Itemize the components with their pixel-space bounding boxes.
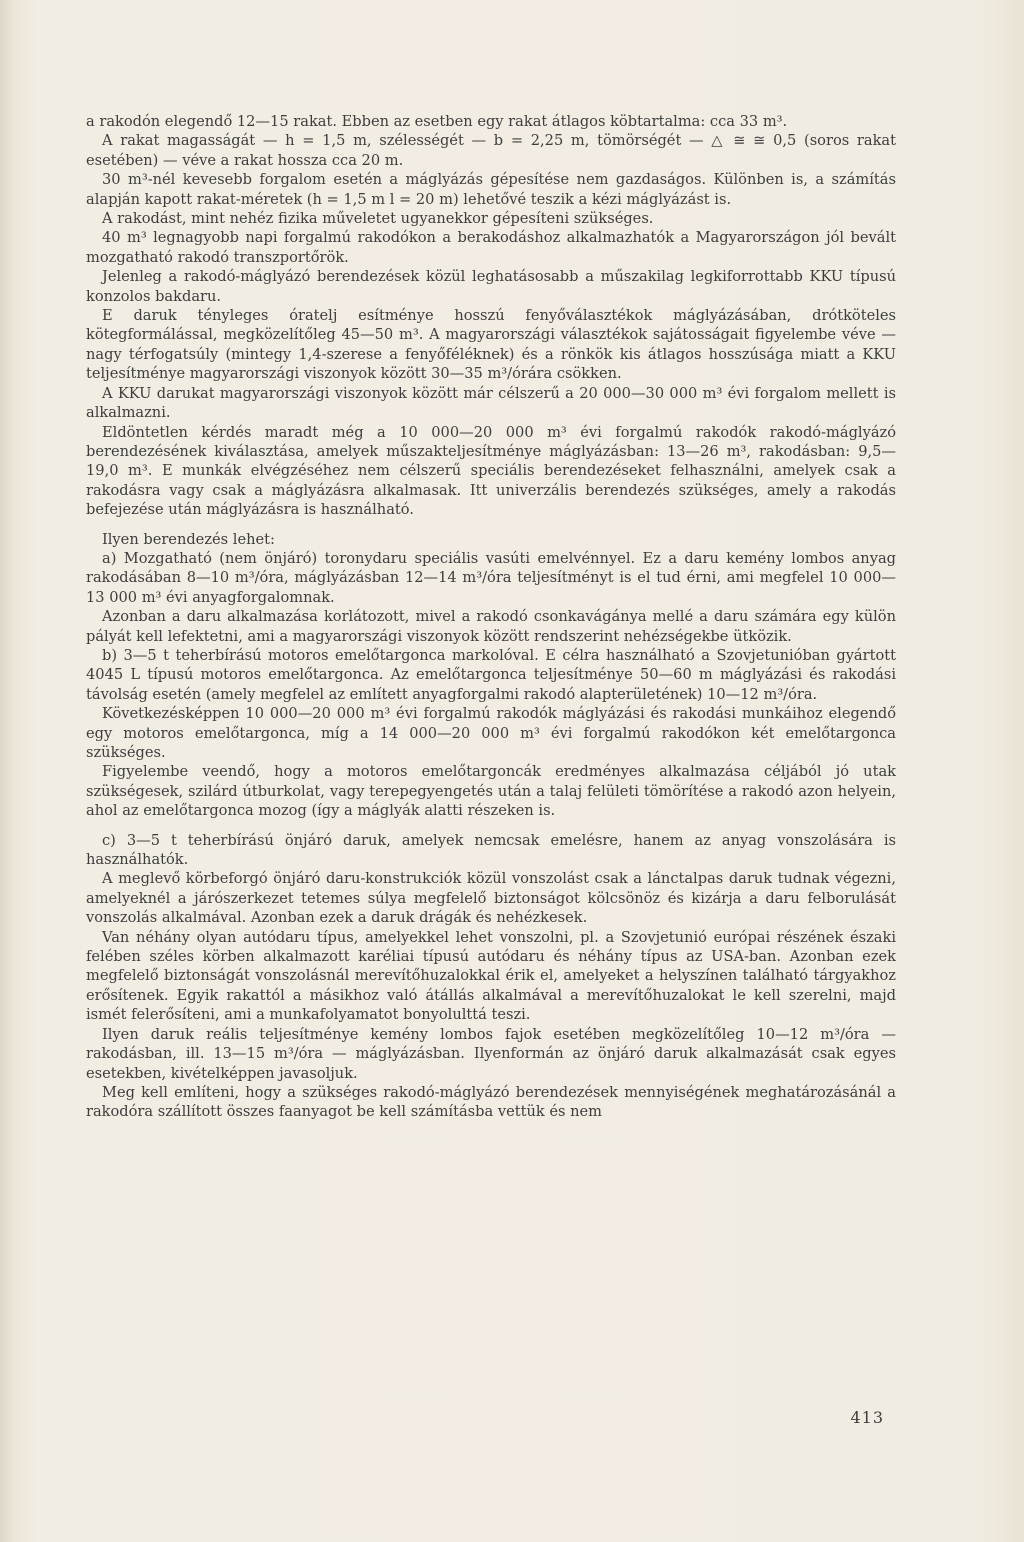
paragraph: c) 3—5 t teherbírású önjáró daruk, amelyek nemcsak emelésre, hanem az anyag vonszolására is használhatók.: [86, 831, 896, 869]
paragraph: Következésképpen 10 000—20 000 m³ évi forgalmú rakodók máglyázási és rakodási munkáihoz elegendő egy motoros emelőtargonca, míg a 14 000—20 000 m³ évi forgalmú rakodókon két emelőtargonca szükséges.: [86, 705, 896, 761]
paragraph: Ilyen berendezés lehet:: [102, 530, 275, 548]
paragraph: 30 m³-nél kevesebb forgalom esetén a máglyázás gépesítése nem gazdaságos. Különben is, a számítás alapján kapott rakat-méretek (h = 1,5 m l = 20 m) lehetővé teszik a kézi máglyázást is.: [86, 171, 896, 208]
paragraph: Ilyen daruk reális teljesítménye kemény lombos fajok esetében megközelítőleg 10—12 m³/óra — rakodásban, ill. 13—15 m³/óra — máglyázásban. Ilyenformán az önjáró daruk alkalmazását csak egyes esetekben, kivételképpen javasoljuk.: [86, 1025, 896, 1082]
paragraph: Van néhány olyan autódaru típus, amelyekkel lehet vonszolni, pl. a Szovjetunió európai részének északi felében széles körben alkalmazott karéliai típusú autódaru és néhány típus az USA-ban. Azonban ezek megfelelő biztonságát vonszolásnál merevítőhuzalokkal érik el, amelyeket a helyszínen található tárgyakhoz erősítenek. Egyik rakattól a másikhoz való átállás alkalmával a merevítőhuzalokat le kell szerelni, majd ismét felerősíteni, ami a munkafolyamatot bonyolulttá teszi.: [86, 928, 896, 1024]
paragraph: a) Mozgatható (nem önjáró) toronydaru speciális vasúti emelvénnyel. Ez a daru kemény lombos anyag rakodásában 8—10 m³/óra, máglyázásban 12—14 m³/óra teljesítményt is el tud érni, ami megfelel 10 000—13 000 m³ évi anyagforgalomnak.: [86, 549, 896, 606]
paragraph: Figyelembe veendő, hogy a motoros emelőtargoncák eredményes alkalmazása céljából jó utak szükségesek, szilárd útburkolat, vagy terepegyengetés után a talaj felületi tömörítése a rakodó azon helyein, ahol az emelőtargonca mozog (így a máglyák alatti részeken is.: [86, 763, 896, 820]
paragraph: Jelenleg a rakodó-máglyázó berendezések közül leghatásosabb a műszakilag legkiforrottabb KKU típusú konzolos bakdaru.: [86, 268, 896, 305]
body-text: [86, 112, 896, 1122]
paragraph: A meglevő körbeforgó önjáró daru-konstrukciók közül vonszolást csak a lánctalpas daruk tudnak végezni, amelyeknél a járószerkezet tetemes súlya megfelelő biztonságot kölcsönöz és kizárja a daru felborulását vonszolás alkalmával. Azonban ezek a daruk drágák és nehézkesek.: [86, 870, 896, 927]
paragraph: 40 m³ legnagyobb napi forgalmú rakodókon a berakodáshoz alkalmazhatók a Magyarországon jól bevált mozgatható rakodó transzportőrök.: [86, 229, 896, 266]
paragraph: b) 3—5 t teherbírású motoros emelőtargonca markolóval. E célra használható a Szovjetunióban gyártott 4045 L típusú motoros emelőtargonca. Az emelőtargonca teljesítménye 50—60 m máglyázási és rakodási távolság esetén (amely megfelel az említett anyagforgalmi rakodó alapterületének) 10—12 m³/óra.: [86, 646, 896, 703]
paragraph: E daruk tényleges óratelj esítménye hosszú fenyőválasztékok máglyázásában, drótköteles kötegformálással, megközelítőleg 45—50 m³. A magyarországi választékok sajátosságait figyelembe véve — nagy térfogatsúly (mintegy 1,4-szerese a fenyőféléknek) és a rönkök kis átlagos hosszúsága miatt a KKU teljesítménye magyarországi viszonyok között 30—35 m³/órára csökken.: [86, 307, 896, 383]
paragraph: a rakodón elegendő 12—15 rakat. Ebben az esetben egy rakat átlagos köbtartalma: cca 33 m³.: [86, 113, 788, 130]
page-number: 413: [850, 1408, 884, 1427]
paragraph: Eldöntetlen kérdés maradt még a 10 000—20 000 m³ évi forgalmú rakodók rakodó-máglyázó berendezésének kiválasztása, amelyek műszakteljesítménye máglyázásban: 13—26 m³, rakodásban: 9,5—19,0 m³. E munkák elvégzéséhez nem célszerű speciális berendezéseket felhasználni, amelyek csak a rakodásra vagy csak a máglyázásra alkalmasak. Itt univerzális berendezés szükséges, amely a rakodás befejezése után máglyázásra is használható.: [86, 423, 896, 519]
paragraph: A rakodást, mint nehéz fizika műveletet ugyanekkor gépesíteni szükséges.: [102, 210, 654, 228]
paragraph: Azonban a daru alkalmazása korlátozott, mivel a rakodó csonkavágánya mellé a daru számára egy külön pályát kell lefektetni, ami a magyarországi viszonyok között rendszerint nehézségekbe ütközik.: [86, 608, 896, 645]
paragraph: A KKU darukat magyarországi viszonyok között már célszerű a 20 000—30 000 m³ évi forgalom mellett is alkalmazni.: [86, 384, 896, 422]
paragraph: Meg kell említeni, hogy a szükséges rakodó-máglyázó berendezések mennyiségének meghatározásánál a rakodóra szállított összes faanyagot be kell számításba vettük és nem: [86, 1083, 896, 1121]
paragraph: A rakat magasságát — h = 1,5 m, szélességét — b = 2,25 m, tömörségét — △ ≅ ≅ 0,5 (soros rakat esetében) — véve a rakat hossza cca 20 m.: [86, 132, 896, 169]
